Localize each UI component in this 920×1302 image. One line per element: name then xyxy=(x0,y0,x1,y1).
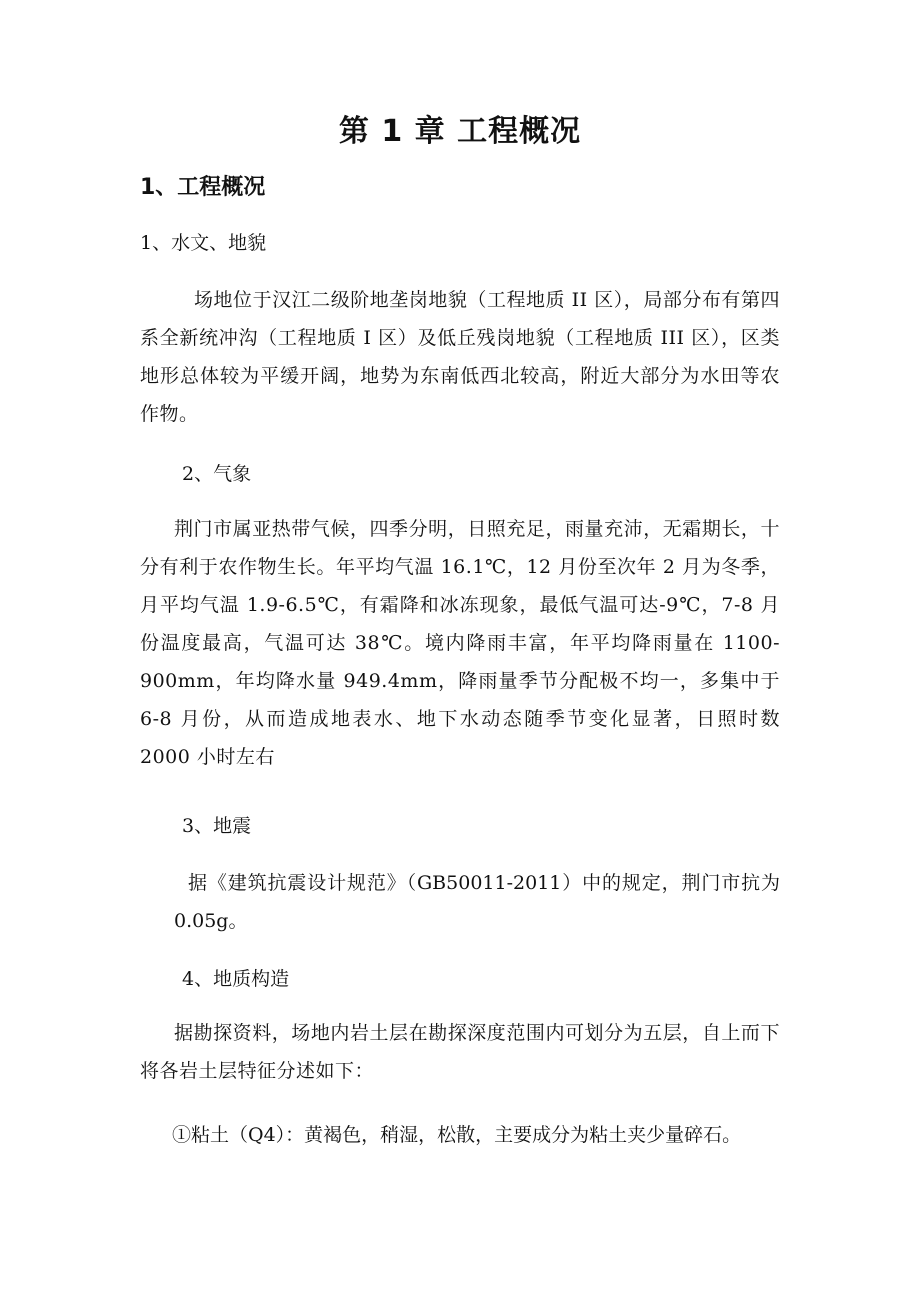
paragraph-soil-layer-1: ①粘土（Q4）：黄褐色，稍湿，松散，主要成分为粘土夹少量碎石。 xyxy=(172,1124,742,1146)
paragraph-earthquake: 据《建筑抗震设计规范》（GB50011-2011）中的规定，荆门市抗为 0.05g。 xyxy=(174,872,780,932)
paragraph-meteorology: 荆门市属亚热带气候，四季分明，日照充足，雨量充沛，无霜期长，十分有利于农作物生长。年平均气温 16.1℃，12 月份至次年 2 月为冬季，月平均气温 1.9-6.5℃，有霜降和冰冻现象，最低气温可达-9℃，7-8 月份温度最高，气温可达 38℃。境内降雨丰富，年平均降雨量在 1100-900mm，年均降水量 949.4mm，降雨量季节分配极不均一，多集中于 6-8 月份，从而造成地表水、地下水动态随季节变化显著，日照时数 2000 小时左右 xyxy=(140,518,780,768)
subsection-title-geology: 4、地质构造 xyxy=(182,968,290,990)
subsection-title-earthquake: 3、地震 xyxy=(182,815,252,837)
section-heading: 1、工程概况 xyxy=(140,175,266,200)
chapter-title: 第 1 章 工程概况 xyxy=(338,114,582,149)
subsection-title-meteorology: 2、气象 xyxy=(182,463,252,485)
subsection-title-hydrology: 1、水文、地貌 xyxy=(140,232,267,254)
paragraph-geology: 据勘探资料，场地内岩土层在勘探深度范围内可划分为五层，自上而下将各岩土层特征分述如下： xyxy=(140,1022,780,1082)
paragraph-hydrology: 场地位于汉江二级阶地垄岗地貌（工程地质 II 区），局部分布有第四系全新统冲沟（工程地质 I 区）及低丘残岗地貌（工程地质 III 区），区类地形总体较为平缓开阔，地势为东南低西北较高，附近大部分为水田等农作物。 xyxy=(140,289,780,425)
